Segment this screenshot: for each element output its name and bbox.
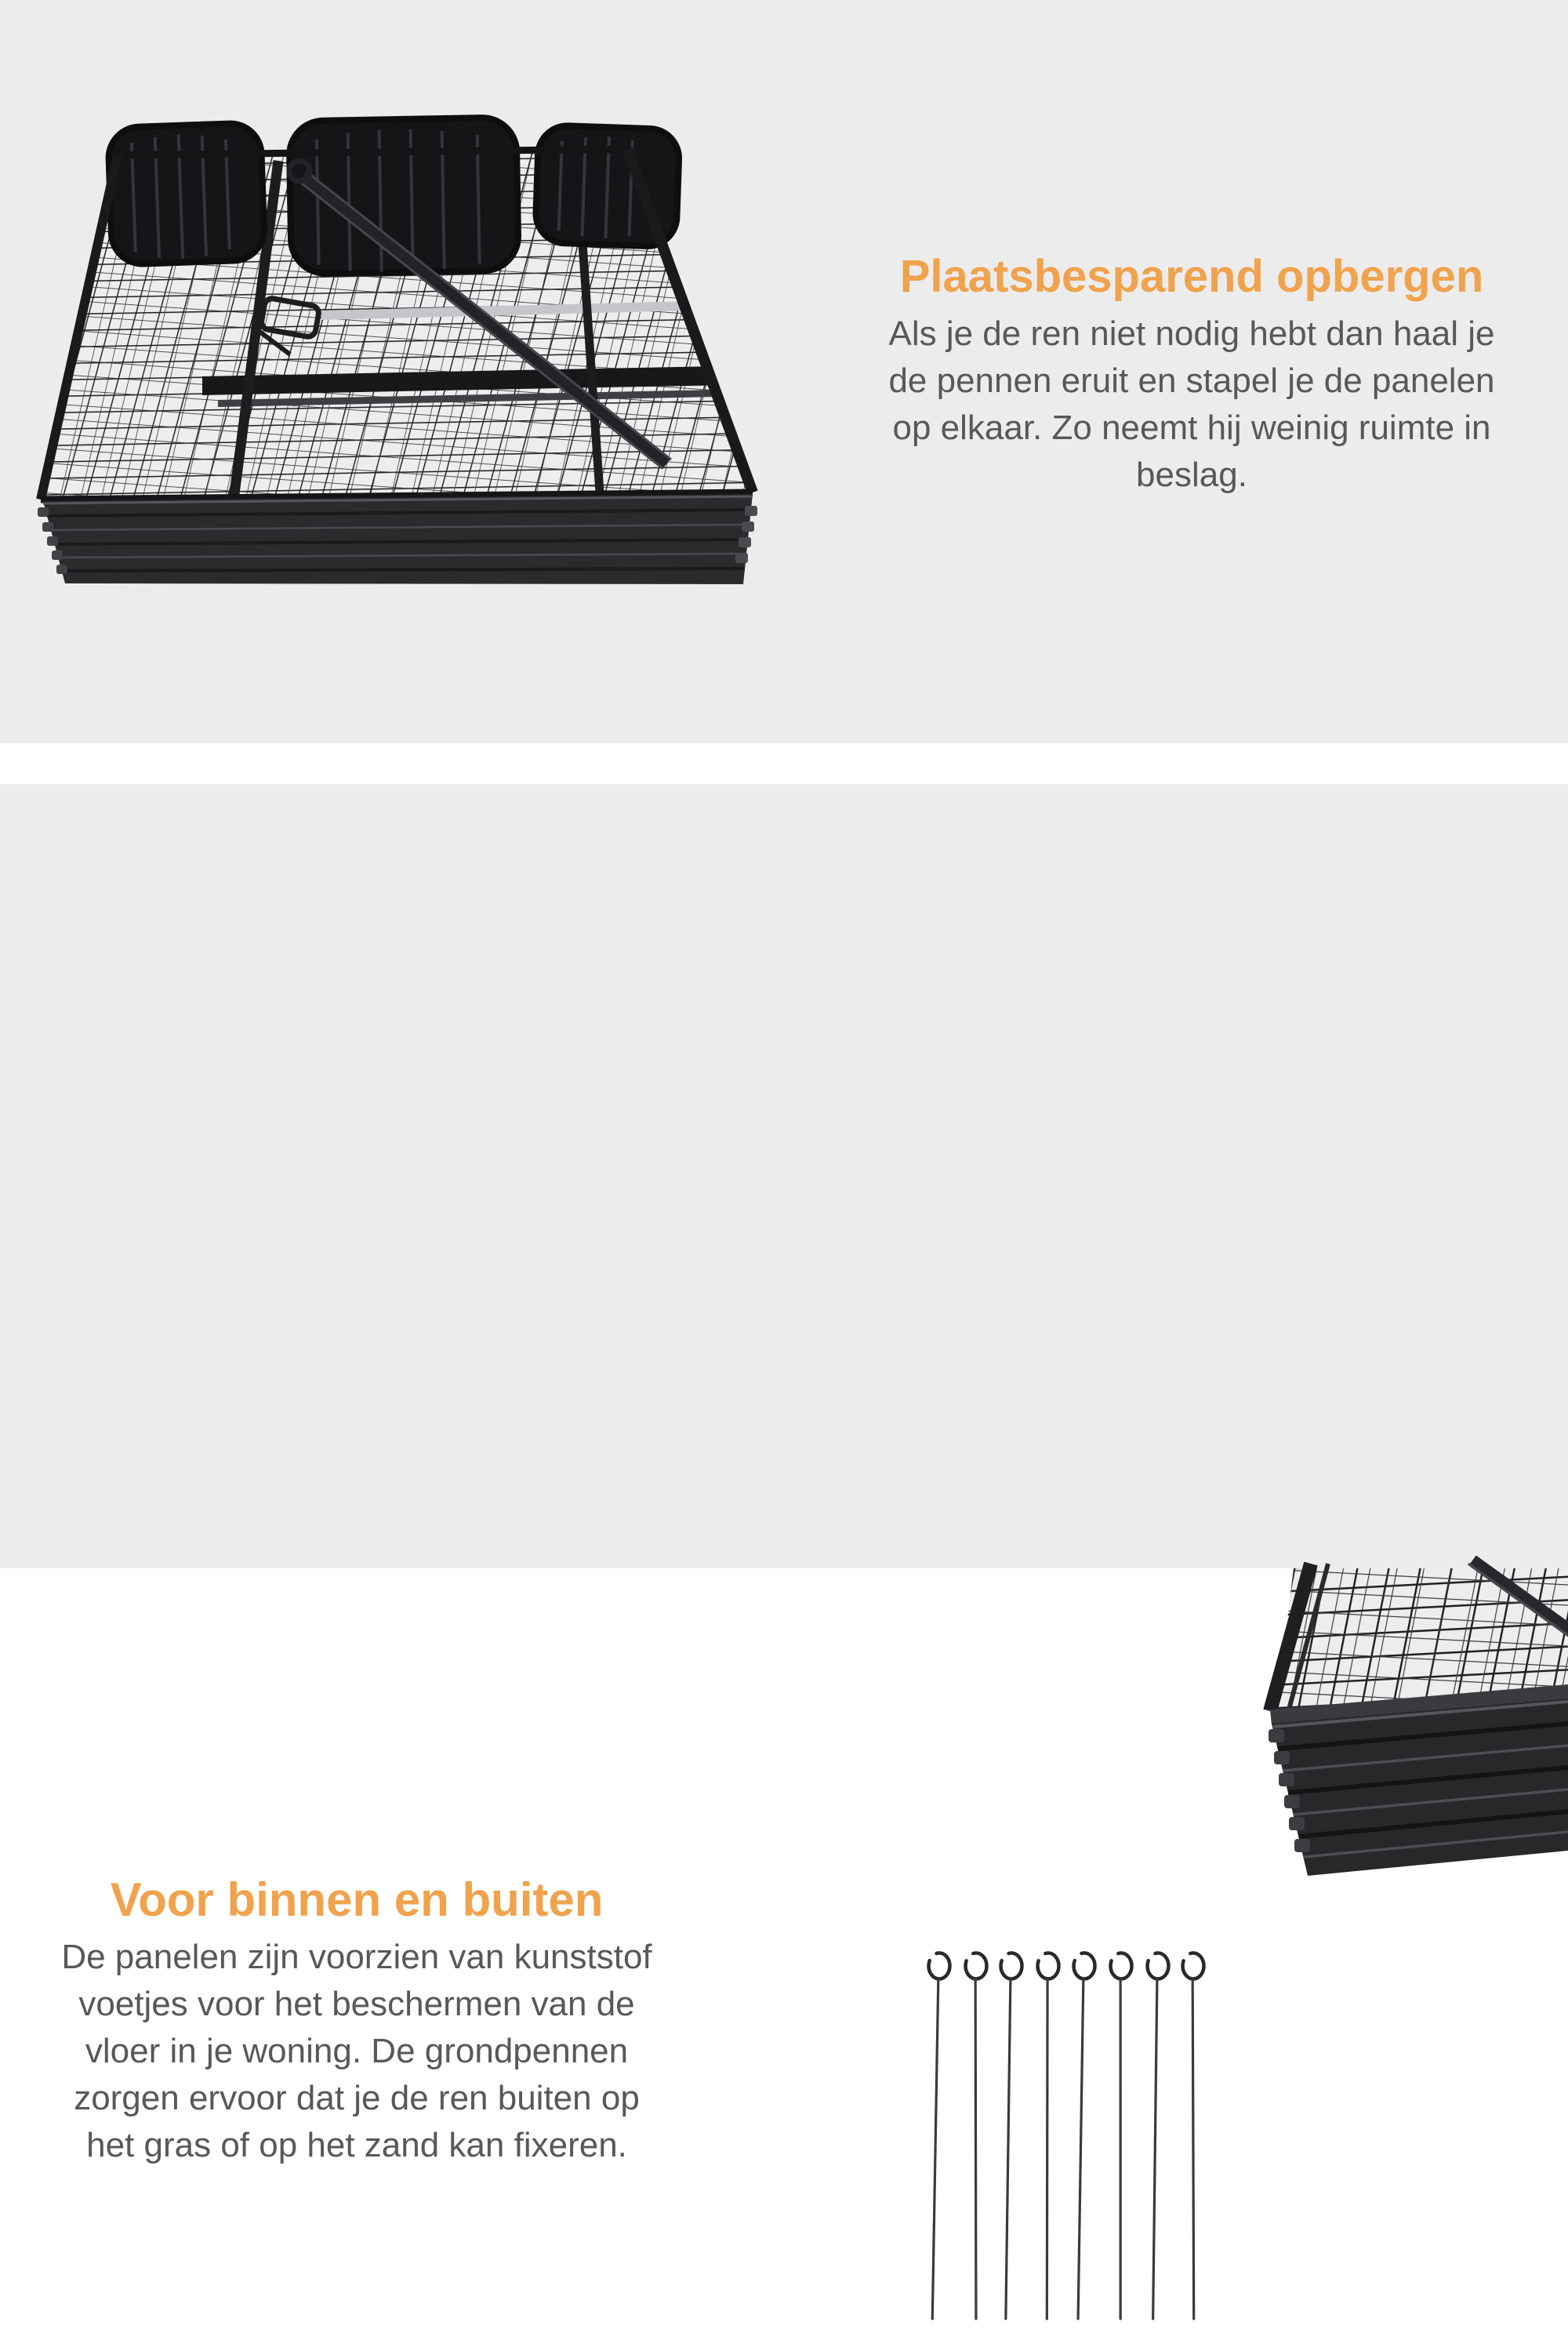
stacked-panels-photo [24, 118, 768, 588]
ground-peg [1182, 1953, 1207, 2319]
storage-line-2: de pennen eruit en stapel je de panelen [888, 362, 1495, 400]
indoor-line-1: De panelen zijn voorzien van kunststof [61, 1938, 652, 1976]
storage-line-3: op elkaar. Zo neemt hij weinig ruimte in [892, 409, 1491, 447]
door-arch [107, 122, 265, 265]
indoor-line-5: het gras of op het zand kan fixeren. [86, 2126, 627, 2164]
indoor-outdoor-paragraph [16, 1934, 698, 2169]
indoor-line-2: voetjes voor het beschermen van de [78, 1985, 635, 2023]
section-voor-binnen-en-buiten [0, 784, 1568, 2164]
closeup-slat-stack [1269, 1699, 1568, 1876]
slat-stack [38, 494, 757, 584]
ground-pegs-photo [902, 1937, 1231, 2329]
indoor-line-4: zorgen ervoor dat je de ren buiten op [74, 2079, 640, 2117]
ground-peg [998, 1953, 1022, 2319]
ground-pegs [925, 1953, 1207, 2319]
indoor-line-3: vloer in je woning. De grondpennen [85, 2032, 629, 2070]
indoor-outdoor-heading: Voor binnen en buiten [110, 1873, 604, 1926]
ground-peg [965, 1953, 989, 2319]
ground-peg [1145, 1953, 1168, 2319]
ground-peg [1037, 1953, 1060, 2319]
section-divider [0, 743, 1568, 784]
ground-peg [925, 1953, 950, 2319]
storage-heading: Plaatsbesparend opbergen [899, 251, 1484, 302]
storage-line-4: beslag. [1136, 456, 1247, 494]
storage-textblock [843, 249, 1541, 499]
ground-peg [1110, 1953, 1134, 2319]
ground-peg [1071, 1953, 1095, 2319]
storage-paragraph [843, 311, 1541, 499]
indoor-outdoor-textblock [16, 1873, 698, 2169]
storage-line-1: Als je de ren niet nodig hebt dan haal je [888, 314, 1495, 353]
stacked-panels-closeup-photo [1262, 1568, 1568, 1882]
section-plaatsbesparend [0, 0, 1568, 743]
